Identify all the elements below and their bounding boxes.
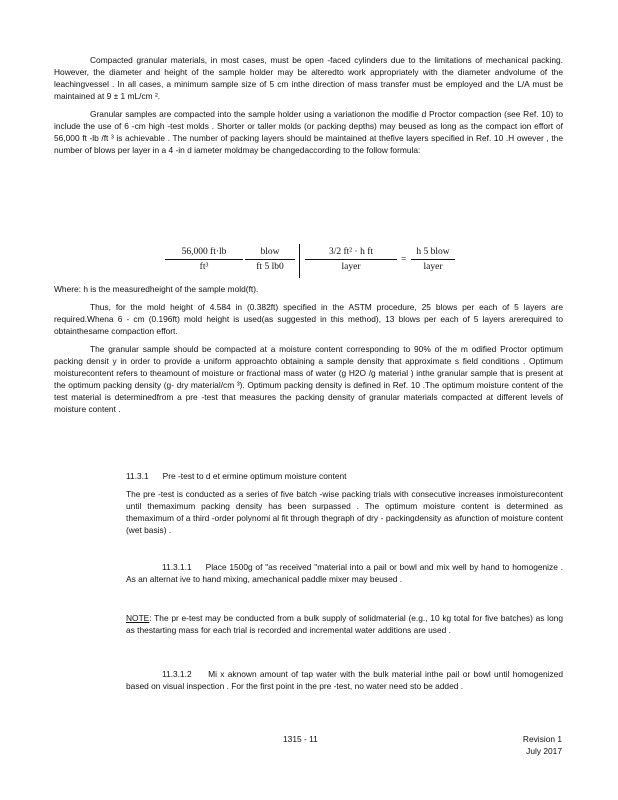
body-text-top bbox=[54, 54, 563, 156]
subsection-number: 11.3.1.1 bbox=[162, 562, 192, 572]
formula-lhs: $\frac{56,000 ft\cdot lb}{\text{ft³}}$ bbox=[165, 246, 243, 273]
note-label: NOTE bbox=[126, 613, 150, 623]
page-number: 1315 - 11 bbox=[283, 734, 318, 744]
revision-date: July 2017 bbox=[526, 746, 562, 756]
section-11-3-1-1 bbox=[126, 561, 563, 585]
paragraph-mix-water: Mi x aknown amount of tap water with the bulk material inthe pail or bowl until homogenized based on visual inspection . For the first point in the pre -test, no water need sto be added . bbox=[126, 669, 563, 691]
paragraph-mold-height: Thus, for the mold height of 4.584 in (0.382ft) specified in the ASTM procedure, 25 blows per each of 5 layers are required.Whena 6 - cm (0.196ft) mold height is used(as suggested in this method), 13 blows per each of 5 layers arerequired to obtainthesame compaction effort. bbox=[54, 302, 563, 336]
note-block bbox=[126, 612, 563, 636]
paragraph-pretest: The pre -test is conducted as a series of five batch -wise packing trials with consecutive increases inmoisturecontent until themaximum packing density has been surpassed . The optimum moisture content is determined as themaximum of a third -order polynomi al fit through thegraph of dry - packingdensity as afunction of moisture content (wet basis) . bbox=[126, 489, 563, 535]
subsection-number: 11.3.1.2 bbox=[162, 669, 192, 679]
paragraph-granular-samples: Granular samples are compacted into the sample holder using a variationon the modifie d Proctor compaction (see Ref. 10) to include the use of 6 -cm high -test molds . Shorter or taller molds (or packing depths) may beused as long as the compact ion effort of 56,000 ft -lb /ft ³ is achievable . The number of packing layers should be maintained at thefive layers specified in Ref. 10 .H owever , the number of blows per layer in a 4 -in d iameter moldmay be changedaccording to the follow formula: bbox=[54, 109, 563, 155]
section-title: Pre -test to d et ermine optimum moisture content bbox=[162, 471, 347, 481]
formula-divider bbox=[299, 244, 300, 278]
section-11-3-1-2 bbox=[126, 668, 563, 692]
body-text-middle bbox=[54, 283, 563, 415]
revision-info bbox=[510, 733, 562, 757]
blows-formula bbox=[165, 244, 455, 280]
formula-blow: blow ft 5 lb0 bbox=[245, 246, 295, 273]
paragraph-place-1500g: Place 1500g of "as received "material into a pail or bowl and mix well by hand to homogenize . As an alternat ive to hand mixing, amechanical paddle mixer may beused . bbox=[126, 562, 563, 584]
paragraph-where: Where: h is the measuredheight of the sample mold(ft). bbox=[54, 284, 259, 294]
paragraph-sample-holder: Compacted granular materials, in most cases, must be open -faced cylinders due to the limitations of mechanical packing. However, the diameter and height of the sample holder may be alteredto work appropriately with the diameter andvolume of the leachingvessel . In all cases, a minimum sample size of 5 cm inthe direction of mass transfer must be employed and the L/A must be maintained at 9 ± 1 mL/cm ². bbox=[54, 55, 563, 101]
paragraph-moisture: The granular sample should be compacted at a moisture content corresponding to 90% of the m odified Proctor optimum packing densit y in order to provide a uniform approachto obtaining a sample density that approximate s field conditions . Optimum moisturecontent refers to theamount of moisture or fractional mass of water (g H2O /g material ) inthe granular sample that is present at the optimum packing density (g- dry material/cm ³). Optimum packing density is defined in Ref. 10 .The optimum moisture content of the test material is determinedfrom a pre -test that measures the packing density of granular materials compacted at different levels of moisture content . bbox=[54, 344, 563, 414]
note-text: : The pr e-test may be conducted from a bulk supply of solidmaterial (e.g., 10 kg total for five batches) as long as thestarting mass for each trial is recorded and incremental water additions are used . bbox=[126, 613, 563, 635]
revision-label: Revision 1 bbox=[522, 734, 562, 744]
section-11-3-1 bbox=[126, 470, 563, 536]
formula-equals: = bbox=[401, 255, 407, 265]
section-number: 11.3.1 bbox=[126, 471, 149, 481]
formula-volume: 3/2 ft² · h ft layer bbox=[305, 246, 397, 273]
formula-result: h 5 blow layer bbox=[411, 246, 455, 273]
